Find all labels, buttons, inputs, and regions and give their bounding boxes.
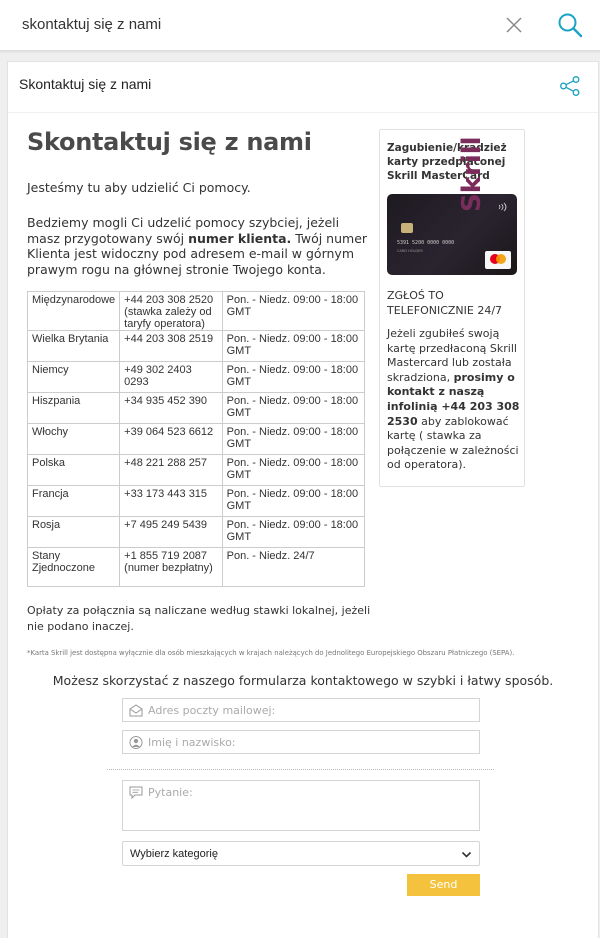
card-chip <box>401 223 413 233</box>
mastercard-logo <box>485 251 511 269</box>
table-row <box>28 393 365 424</box>
form-lead: Możesz skorzystać z naszego formularza kontaktowego w szybki i łatwy sposób. <box>52 673 554 688</box>
phone-cell: +1 855 719 2087 (numer bezpłatny) <box>120 548 222 587</box>
phone-cell: +34 935 452 390 <box>120 393 222 424</box>
hours-cell: Pon. - Niedz. 09:00 - 18:00 GMT <box>222 331 364 362</box>
name-placeholder: Imię i nazwisko: <box>148 736 236 749</box>
table-row <box>28 486 365 517</box>
sepa-footnote: *Karta Skrill jest dostępna wyłącznie dla osób mieszkających w krajach należących do Jednolitego Europejskiego Obszaru Płatniczego (SEPA). <box>27 649 515 657</box>
close-icon[interactable] <box>503 14 525 36</box>
table-row <box>28 455 365 486</box>
table-row <box>28 548 365 587</box>
email-placeholder: Adres poczty mailowej: <box>148 704 276 717</box>
country-cell: Rosja <box>28 517 120 548</box>
lost-card-title: Zagubienie/kradzież karty przedpłaconej Skrill MasterCard <box>387 142 507 182</box>
country-cell: Wielka Brytania <box>28 331 120 362</box>
hours-cell: Pon. - Niedz. 09:00 - 18:00 GMT <box>222 517 364 548</box>
hours-cell: Pon. - Niedz. 09:00 - 18:00 GMT <box>222 486 364 517</box>
para-text: Bedziemy mogli Ci udzelić pomocy szybciej, jeżeli masz przygotowany swój <box>27 215 340 246</box>
country-cell: Polska <box>28 455 120 486</box>
report-heading: ZGŁOŚ TO TELEFONICZNIE 24/7 <box>387 289 503 317</box>
user-icon <box>129 736 143 749</box>
divider <box>8 112 598 113</box>
contactless-icon <box>497 202 507 212</box>
country-cell: Włochy <box>28 424 120 455</box>
country-cell: Hiszpania <box>28 393 120 424</box>
intro-text: Jesteśmy tu aby udzielić Ci pomocy. <box>27 180 251 195</box>
client-number-paragraph <box>27 215 369 277</box>
hours-cell: Pon. - Niedz. 09:00 - 18:00 GMT <box>222 393 364 424</box>
search-bar <box>0 0 600 51</box>
email-field[interactable] <box>122 698 480 722</box>
hours-cell: Pon. - Niedz. 09:00 - 18:00 GMT <box>222 424 364 455</box>
form-divider <box>107 769 494 770</box>
speech-bubble-icon <box>129 786 143 799</box>
page-title: Skontaktuj się z nami <box>27 128 312 156</box>
para-bold: numer klienta. <box>188 230 292 246</box>
lost-card-text <box>387 327 521 473</box>
phone-cell: +49 302 2403 0293 <box>120 362 222 393</box>
category-selected: Wybierz kategorię <box>130 848 218 860</box>
lost-card-text-start: Jeżeli zgubiłeś swoją kartę przedłaconą Skrill Mastercard lub została skradziona, <box>387 327 517 384</box>
table-row <box>28 424 365 455</box>
card-holder: CARD HOLDER <box>397 249 423 253</box>
phone-cell: +44 203 308 2520 (stawka zależy od taryfy operatora) <box>120 292 222 331</box>
send-button[interactable]: Send <box>407 874 480 896</box>
table-row <box>28 292 365 331</box>
envelope-icon <box>129 704 143 717</box>
contact-table <box>27 291 365 587</box>
charges-note: Opłaty za połącznia są naliczane według stawki lokalnej, jeżeli nie podano inaczej. <box>27 604 371 633</box>
table-row <box>28 517 365 548</box>
table-row <box>28 362 365 393</box>
lost-card-text-end: aby zablokować kartę ( stawka za połączenie w zależności od operatora). <box>387 414 519 472</box>
result-card <box>7 61 599 938</box>
question-field[interactable] <box>122 780 480 831</box>
hours-cell: Pon. - Niedz. 09:00 - 18:00 GMT <box>222 362 364 393</box>
phone-cell: +44 203 308 2519 <box>120 331 222 362</box>
hotline-text: prosimy o kontakt z naszą infolinią +44 203 308 2530 <box>387 370 520 428</box>
country-cell: Niemcy <box>28 362 120 393</box>
name-field[interactable] <box>122 730 480 754</box>
table-row <box>28 331 365 362</box>
hours-cell: Pon. - Niedz. 09:00 - 18:00 GMT <box>222 292 364 331</box>
para-text-end: Twój numer Klienta jest widoczny pod adresem e-mail w górnym prawym rogu na głównej stronie Twojego konta. <box>27 230 368 277</box>
skrill-logo: Skrill <box>457 136 487 212</box>
phone-cell: +33 173 443 315 <box>120 486 222 517</box>
category-select[interactable] <box>122 841 480 866</box>
phone-cell: +7 495 249 5439 <box>120 517 222 548</box>
share-icon[interactable] <box>559 75 581 97</box>
search-input[interactable]: skontaktuj się z nami <box>22 16 162 33</box>
lost-card-box <box>379 129 525 487</box>
hours-cell: Pon. - Niedz. 24/7 <box>222 548 364 587</box>
country-cell: Międzynarodowe <box>28 292 120 331</box>
phone-cell: +48 221 288 257 <box>120 455 222 486</box>
card-title[interactable]: Skontaktuj się z nami <box>19 76 152 92</box>
chevron-down-icon <box>461 850 472 859</box>
phone-cell: +39 064 523 6612 <box>120 424 222 455</box>
card-number: 5391 5200 0000 0000 <box>397 240 455 246</box>
search-icon[interactable] <box>556 11 584 39</box>
country-cell: Stany Zjednoczone <box>28 548 120 587</box>
hours-cell: Pon. - Niedz. 09:00 - 18:00 GMT <box>222 455 364 486</box>
country-cell: Francja <box>28 486 120 517</box>
question-placeholder: Pytanie: <box>148 786 193 799</box>
